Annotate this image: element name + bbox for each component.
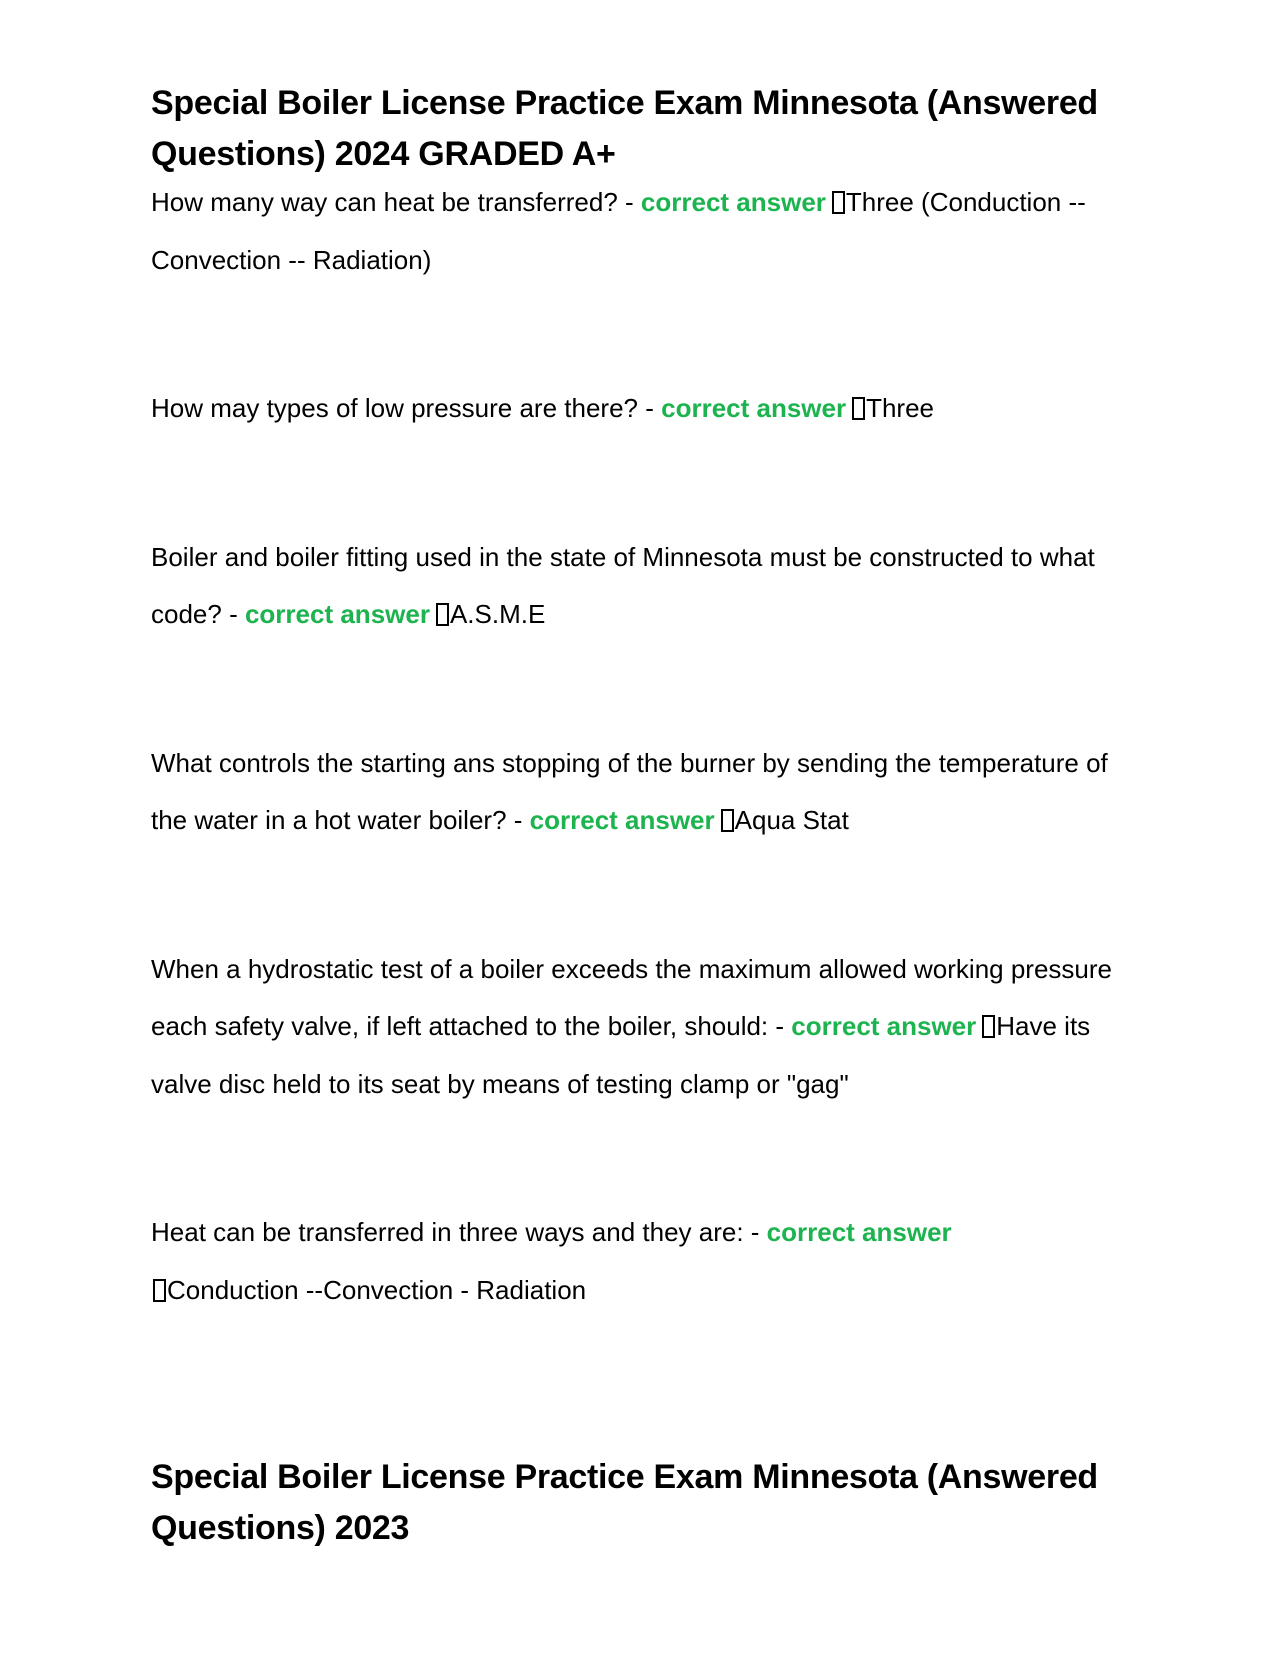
question-text: When a hydrostatic test of a boiler exceeds the maximum allowed working pressure each safety valve, if left attached to the boiler, should: - <box>151 953 1112 1041</box>
question-text: Heat can be transferred in three ways and they are: - <box>151 1217 760 1247</box>
question-text: How may types of low pressure are there? - <box>151 393 654 423</box>
answer-text: Conduction --Convection - Radiation <box>167 1274 587 1305</box>
qa-item-5 <box>151 941 1141 1114</box>
qa-item-4 <box>151 735 1141 850</box>
answer-box-icon <box>436 603 449 626</box>
footer-title: Special Boiler License Practice Exam Minnesota (Answered Questions) 2023 <box>151 1458 1098 1547</box>
question-text: What controls the starting ans stopping of the burner by sending the temperature of the water in a hot water boiler? - <box>151 747 1108 835</box>
qa-item-3 <box>151 529 1141 644</box>
correct-answer-label: correct answer <box>244 599 430 629</box>
question-text: How many way can heat be transferred? - <box>151 187 634 217</box>
answer-box-icon <box>982 1015 995 1038</box>
answer-text: Have its valve disc held to its seat by means of testing clamp or "gag" <box>151 1011 1091 1099</box>
document-page <box>151 78 1141 1319</box>
answer-text: Aqua Stat <box>734 805 849 835</box>
question-text: Boiler and boiler fitting used in the state of Minnesota must be constructed to what code? - <box>151 541 1095 629</box>
answer-box-icon <box>721 809 734 832</box>
answer-text: Three (Conduction -- Convection -- Radiation) <box>151 187 1086 275</box>
answer-box-icon <box>832 191 845 214</box>
document-title: Special Boiler License Practice Exam Minnesota (Answered Questions) 2024 GRADED A+ <box>151 84 1098 173</box>
correct-answer-label: correct answer <box>766 1217 952 1247</box>
correct-answer-label: correct answer <box>640 187 826 217</box>
qa-item-1 <box>151 174 1141 289</box>
correct-answer-label: correct answer <box>661 393 847 423</box>
qa-item-6 <box>151 1204 1141 1319</box>
answer-box-icon <box>153 1279 166 1302</box>
answer-box-icon <box>852 397 865 420</box>
answer-text: Three <box>866 393 935 423</box>
qa-item-2 <box>151 380 1141 438</box>
correct-answer-label: correct answer <box>791 1011 977 1041</box>
correct-answer-label: correct answer <box>529 805 715 835</box>
answer-text: A.S.M.E <box>449 599 546 629</box>
